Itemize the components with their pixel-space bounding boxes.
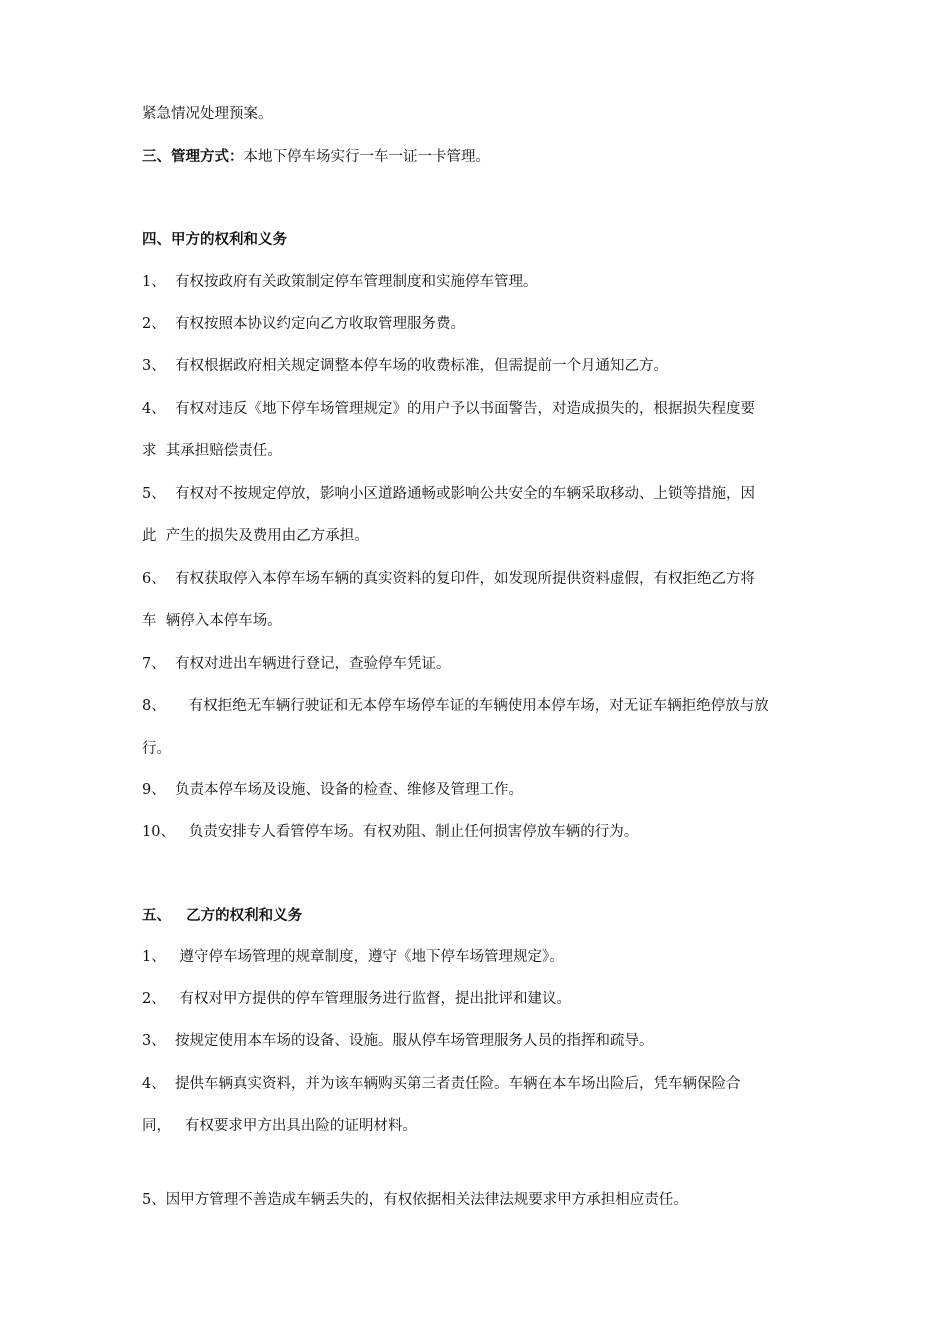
clause-line-continued: 车 辆停入本停车场。 xyxy=(142,613,282,629)
clause-line: 9、 负责本停车场及设施、设备的检查、维修及管理工作。 xyxy=(142,782,523,798)
section-four-heading: 四、甲方的权利和义务 xyxy=(142,231,287,248)
clause-line: 2、 有权按照本协议约定向乙方收取管理服务费。 xyxy=(142,316,465,332)
clause-line: 3、 有权根据政府相关规定调整本停车场的收费标准，但需提前一个月通知乙方。 xyxy=(142,358,668,374)
section-three-line xyxy=(142,147,490,167)
clause-line-continued: 行。 xyxy=(142,741,171,757)
clause-line: 10、 负责安排专人看管停车场。有权劝阻、制止任何损害停放车辆的行为。 xyxy=(142,824,639,840)
clause-line: 4、 提供车辆真实资料，并为该车辆购买第三者责任险。车辆在本车场出险后，凭车辆保险合 xyxy=(142,1076,741,1092)
clause-line: 7、 有权对进出车辆进行登记，查验停车凭证。 xyxy=(142,656,451,672)
clause-line: 8、 有权拒绝无车辆行驶证和无本停车场停车证的车辆使用本停车场，对无证车辆拒绝停放与放 xyxy=(142,698,769,714)
clause-line: 6、 有权获取停入本停车场车辆的真实资料的复印件，如发现所提供资料虚假，有权拒绝乙方将 xyxy=(142,571,755,587)
section-five-heading: 五、 乙方的权利和义务 xyxy=(142,907,303,924)
clause-line-continued: 求 其承担赔偿责任。 xyxy=(142,443,282,459)
clause-line: 1、 遵守停车场管理的规章制度，遵守《地下停车场管理规定》。 xyxy=(142,949,564,965)
clause-line-continued: 此 产生的损失及费用由乙方承担。 xyxy=(142,528,369,544)
section-three-body: 本地下停车场实行一车一证一卡管理。 xyxy=(243,149,490,165)
clause-line: 4、 有权对违反《地下停车场管理规定》的用户予以书面警告，对造成损失的，根据损失程度要 xyxy=(142,401,755,417)
paragraph-line: 紧急情况处理预案。 xyxy=(142,106,273,122)
clause-line: 5、 有权对不按规定停放，影响小区道路通畅或影响公共安全的车辆采取移动、上锁等措施，因 xyxy=(142,486,755,502)
clause-line: 3、 按规定使用本车场的设备、设施。服从停车场管理服务人员的指挥和疏导。 xyxy=(142,1033,654,1049)
section-three-heading: 三、管理方式： xyxy=(142,148,244,165)
clause-line: 1、 有权按政府有关政策制定停车管理制度和实施停车管理。 xyxy=(142,274,538,290)
clause-line-continued: 同， 有权要求甲方出具出险的证明材料。 xyxy=(142,1118,417,1134)
clause-line: 5、因甲方管理不善造成车辆丢失的，有权依据相关法律法规要求甲方承担相应责任。 xyxy=(142,1192,688,1208)
clause-line: 2、 有权对甲方提供的停车管理服务进行监督，提出批评和建议。 xyxy=(142,991,572,1007)
